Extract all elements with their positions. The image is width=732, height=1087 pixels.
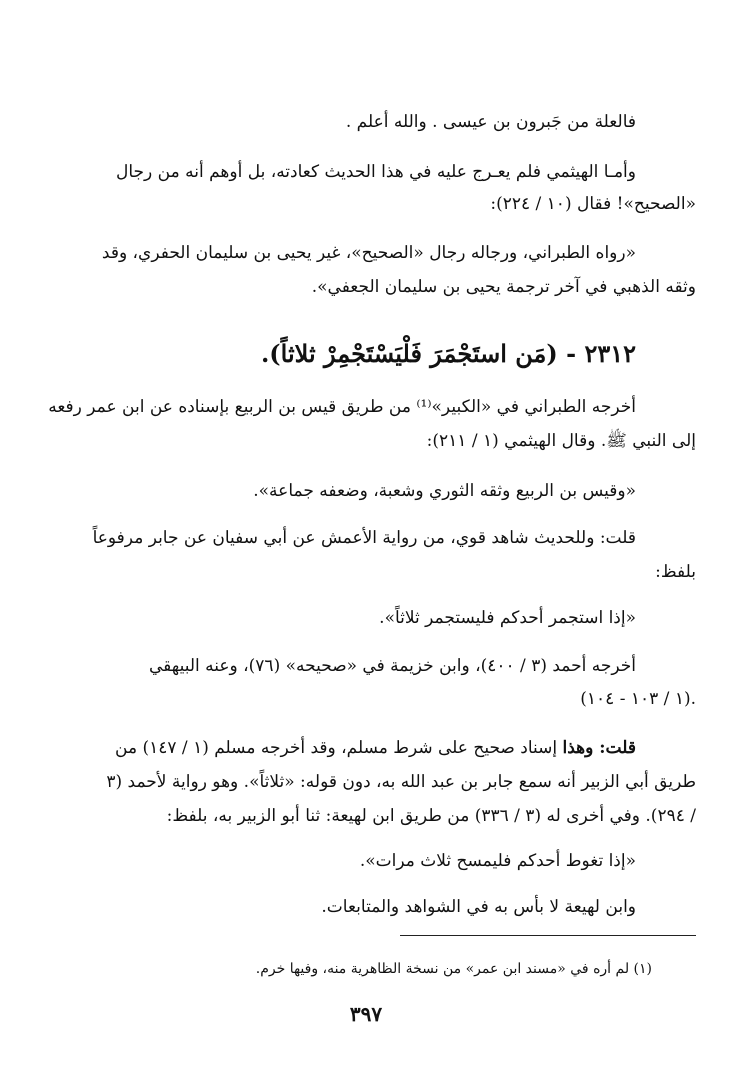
footnote: (١) لم أره في «مسند ابن عمر» من نسخة الظاهرية منه، وفيها خرم. xyxy=(255,961,652,977)
paragraph-line: طريق أبي الزبير أنه سمع جابر بن عبد الله به، دون قوله: «ثلاثاً». وهو رواية لأحمد (٣ xyxy=(106,772,696,792)
quote-line: «إذا تغوط أحدكم فليمسح ثلاث مرات». xyxy=(359,851,636,871)
quote-line: «إذا استجمر أحدكم فليستجمر ثلاثاً». xyxy=(379,608,636,628)
paragraph-line: / ٢٩٤). وفي أخرى له (٣ / ٣٣٦) من طريق ابن لهيعة: ثنا أبو الزبير به، بلفظ: xyxy=(166,806,696,826)
footnote-divider xyxy=(400,935,696,936)
paragraph-line: بلفظ: xyxy=(655,562,696,582)
paragraph-line: «الصحيح»! فقال (١٠ / ٢٢٤): xyxy=(490,194,696,214)
paragraph-line: قلت: وللحديث شاهد قوي، من رواية الأعمش عن أبي سفيان عن جابر مرفوعاً xyxy=(92,528,636,548)
paragraph-line xyxy=(36,734,636,762)
quote-line: وثقه الذهبي في آخر ترجمة يحيى بن سليمان الجعفي». xyxy=(311,277,696,297)
bold-prefix: قلت: وهذا xyxy=(562,738,636,758)
paragraph-line: إلى النبي ﷺ. وقال الهيثمي (١ / ٢١١): xyxy=(426,431,696,451)
paragraph-line: وأمـا الهيثمي فلم يعـرج عليه في هذا الحديث كعادته، بل أوهم أنه من رجال xyxy=(116,162,636,182)
paragraph-line: أخرجه أحمد (٣ / ٤٠٠)، وابن خزيمة في «صحيحه» (٧٦)، وعنه البيهقي xyxy=(149,656,636,676)
page-number: ٣٩٧ xyxy=(349,1002,383,1026)
paragraph-line: وابن لهيعة لا بأس به في الشواهد والمتابعات. xyxy=(321,897,636,917)
paragraph-line: فالعلة من جَبرون بن عيسى . والله أعلم . xyxy=(345,112,636,132)
paragraph-line-rest: إسناد صحيح على شرط مسلم، وقد أخرجه مسلم (١ / ١٤٧) من xyxy=(115,738,558,758)
quote-line: «رواه الطبراني، ورجاله رجال «الصحيح»، غير يحيى بن سليمان الحفري، وقد xyxy=(101,243,636,263)
paragraph-line: (١ / ١٠٣ - ١٠٤). xyxy=(580,689,696,709)
hadith-heading: ٢٣١٢ - (مَن استَجْمَرَ فَلْيَسْتَجْمِرْ ثلاثاً). xyxy=(260,339,636,368)
paragraph-line: أخرجه الطبراني في «الكبير»⁽¹⁾ من طريق قيس بن الربيع بإسناده عن ابن عمر رفعه xyxy=(48,397,636,417)
quote-line: «وقيس بن الربيع وثقه الثوري وشعبة، وضعفه جماعة». xyxy=(253,481,636,501)
